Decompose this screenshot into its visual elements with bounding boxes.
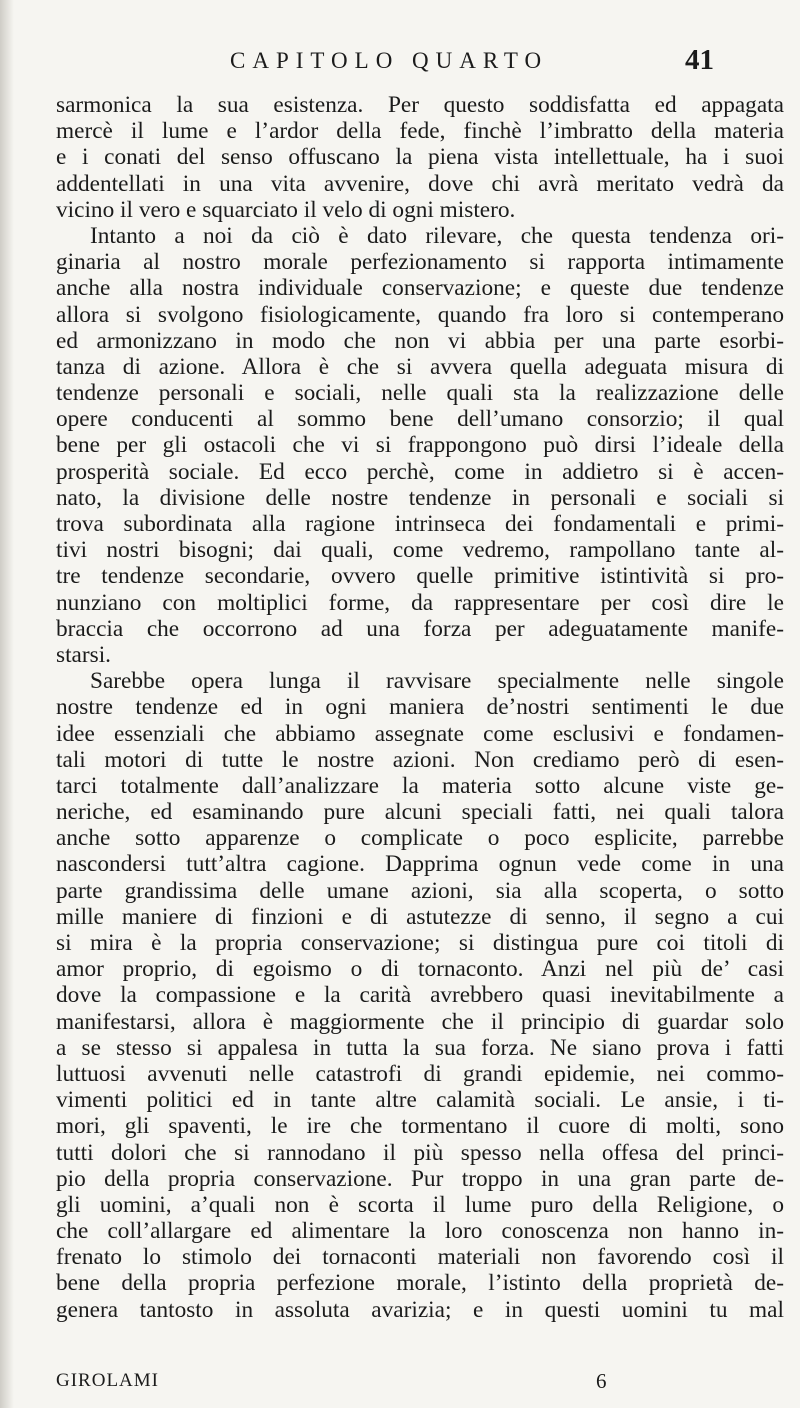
text-line: opere conducenti al sommo bene dell’umano consorzio; il qual — [56, 406, 784, 433]
text-line: si mira è la propria conservazione; si distingua pure coi titoli di — [56, 930, 784, 956]
text-line: pio della propria conservazione. Pur troppo in una gran parte de- — [56, 1165, 784, 1192]
text-line: nunziano con moltiplici forme, da rappresentare per così dire le — [56, 589, 784, 616]
text-line: Sarebbe opera lunga il ravvisare specialmente nelle singole — [90, 668, 784, 695]
text-line: parte grandissima delle umane azioni, sia alla scoperta, o sotto — [56, 877, 784, 904]
text-line: vicino il vero e squarciato il velo di ogni mistero. — [56, 196, 516, 223]
text-line: gli uomini, a’quali non è scorta il lume puro della Religione, o — [56, 1191, 784, 1218]
spine-shadow — [0, 0, 14, 1408]
text-line: mori, gli spaventi, le ire che tormentano il cuore di molti, sono — [56, 1113, 784, 1140]
text-line: che coll’allargare ed alimentare la loro conoscenza non hanno in- — [56, 1218, 784, 1245]
text-line: tanza di azione. Allora è che si avvera quella adeguata misura di — [56, 353, 784, 380]
printer-signature: GIROLAMI — [56, 1370, 159, 1391]
text-line: tali motori di tutte le nostre azioni. Non crediamo però di esen- — [56, 746, 784, 773]
text-line: luttuosi avvenuti nelle catastrofi di grandi epidemie, nei commo- — [56, 1060, 784, 1087]
text-line: tutti dolori che si rannodano il più spesso nella offesa del princi- — [56, 1139, 784, 1166]
text-line: e i conati del senso offuscano la piena vista intellettuale, ha i suoi — [56, 144, 784, 171]
text-line: sarmonica la sua esistenza. Per questo soddisfatta ed appagata — [56, 92, 784, 118]
text-line: bene per gli ostacoli che vi si frappongono può dirsi l’ideale della — [56, 432, 784, 459]
text-line: mille maniere di finzioni e di astutezze di senno, il segno a cui — [56, 903, 784, 930]
text-line: neriche, ed esaminando pure alcuni speciali fatti, nei quali talora — [56, 799, 784, 826]
text-line: manifestarsi, allora è maggiormente che il principio di guardar solo — [56, 1008, 784, 1035]
text-line: tre tendenze secondarie, ovvero quelle primitive istintività si pro- — [56, 563, 784, 590]
text-line: prosperità sociale. Ed ecco perchè, come in addietro si è accen- — [56, 458, 784, 485]
text-line: genera tantosto in assoluta avarizia; e in questi uomini tu mal — [56, 1296, 784, 1323]
text-line: amor proprio, di egoismo o di tornaconto. Anzi nel più de’ casi — [56, 956, 784, 983]
text-line: vimenti politici ed in tante altre calamità sociali. Le ansie, i ti- — [56, 1087, 784, 1114]
page-footer — [56, 1370, 656, 1398]
text-line: bene della propria perfezione morale, l’istinto della proprietà de- — [56, 1270, 784, 1297]
text-line: allora si svolgono fisiologicamente, quando fra loro si contemperano — [56, 301, 784, 328]
text-line: dove la compassione e la carità avrebbero quasi inevitabilmente a — [56, 982, 784, 1009]
text-line: nascondersi tutt’altra cagione. Dapprima ognun vede come in una — [56, 851, 784, 878]
text-line: addentellati in una vita avvenire, dove chi avrà meritato vedrà da — [56, 170, 784, 197]
text-line: trova subordinata alla ragione intrinseca dei fondamentali e primi- — [56, 511, 784, 537]
text-line: anche sotto apparenze o complicate o poco esplicite, parrebbe — [56, 825, 784, 852]
text-line: Intanto a noi da ciò è dato rilevare, che questa tendenza ori- — [90, 222, 784, 249]
text-line: nato, la divisione delle nostre tendenze in personali e sociali si — [56, 484, 784, 511]
sheet-number: 6 — [596, 1369, 607, 1393]
page-header — [230, 46, 714, 86]
text-line: tivi nostri bisogni; dai quali, come vedremo, rampollano tante al- — [56, 537, 784, 564]
text-line: tendenze personali e sociali, nelle quali sta la realizzazione delle — [56, 380, 784, 407]
text-line: braccia che occorrono ad una forza per adeguatamente manife- — [56, 615, 784, 642]
text-line: starsi. — [56, 641, 112, 668]
text-line: ginaria al nostro morale perfezionamento si rapporta intimamente — [56, 249, 784, 276]
text-line: anche alla nostra individuale conservazione; e queste due tendenze — [56, 275, 784, 302]
text-line: mercè il lume e l’ardor della fede, finchè l’imbratto della materia — [56, 118, 784, 145]
page-number: 41 — [685, 44, 714, 76]
running-title: CAPITOLO QUARTO — [230, 48, 549, 73]
text-line: nostre tendenze ed in ogni maniera de’nostri sentimenti le due — [56, 694, 784, 721]
text-line: ed armonizzano in modo che non vi abbia per una parte esorbi- — [56, 327, 784, 354]
text-line: frenato lo stimolo dei tornaconti materiali non favorendo così il — [56, 1244, 784, 1271]
text-line: a se stesso si appalesa in tutta la sua forza. Ne siano prova i fatti — [56, 1034, 784, 1061]
text-line: tarci totalmente dall’analizzare la materia sotto alcune viste ge- — [56, 772, 784, 799]
text-line: idee essenziali che abbiamo assegnate come esclusivi e fondamen- — [56, 720, 784, 747]
body-text — [56, 92, 784, 1323]
